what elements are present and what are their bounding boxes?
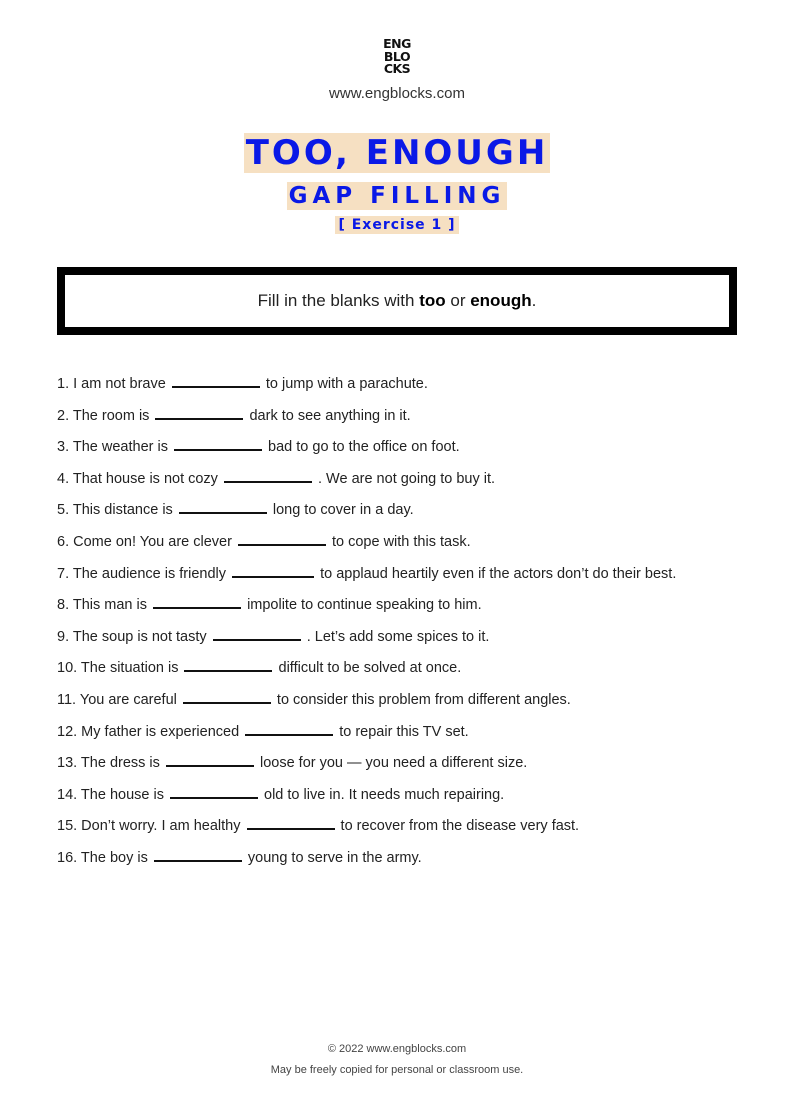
- footer-copyright: © 2022 www.engblocks.com: [327, 1043, 467, 1055]
- exercise-item: [57, 530, 757, 562]
- answer-blank[interactable]: [170, 783, 258, 799]
- item-text-after: to cope with this task.: [331, 533, 471, 550]
- item-text-after: to consider this problem from different angles.: [276, 691, 571, 708]
- item-text-before: 15. Don’t worry. I am healthy: [57, 818, 241, 835]
- answer-blank[interactable]: [174, 435, 262, 451]
- instructions-middle: or: [445, 291, 471, 310]
- exercise-item: [57, 656, 757, 688]
- answer-blank[interactable]: [247, 814, 335, 830]
- answer-blank[interactable]: [213, 625, 301, 641]
- answer-blank[interactable]: [238, 530, 326, 546]
- page-title: TOO, ENOUGH: [245, 133, 549, 173]
- answer-blank[interactable]: [154, 846, 242, 862]
- item-text-before: 1. I am not brave: [57, 376, 166, 392]
- exercise-item: [57, 720, 757, 752]
- exercise-item: [57, 783, 757, 815]
- item-text-after: to applaud heartily even if the actors don’t do their best.: [320, 565, 677, 582]
- item-text-before: 9. The soup is not tasty: [57, 628, 207, 645]
- answer-blank[interactable]: [166, 751, 254, 767]
- exercise-item: [57, 435, 757, 467]
- exercise-item: [57, 562, 757, 594]
- logo-line: CKS: [383, 61, 411, 76]
- logo-line: BLO: [383, 48, 411, 64]
- item-text-before: 5. This distance is: [57, 502, 173, 519]
- answer-blank[interactable]: [224, 467, 312, 483]
- exercise-item: [57, 372, 757, 404]
- instructions-suffix: .: [531, 291, 537, 310]
- instructions-box: [57, 267, 737, 335]
- item-text-before: 2. The room is: [57, 407, 150, 424]
- answer-blank[interactable]: [155, 404, 243, 420]
- item-text-before: 6. Come on! You are clever: [57, 533, 232, 550]
- item-text-before: 10. The situation is: [57, 660, 179, 677]
- answer-blank[interactable]: [172, 372, 260, 388]
- answer-blank[interactable]: [153, 593, 241, 609]
- item-text-after: young to serve in the army.: [247, 849, 422, 866]
- item-text-after: to jump with a parachute.: [265, 376, 428, 392]
- item-text-before: 16. The boy is: [57, 849, 148, 866]
- exercise-item: [57, 467, 757, 499]
- instructions-word-enough: enough: [470, 291, 532, 310]
- answer-blank[interactable]: [232, 562, 314, 578]
- item-text-before: 11. You are careful: [57, 691, 177, 708]
- item-text-after: difficult to be solved at once.: [278, 660, 462, 677]
- item-text-before: 13. The dress is: [57, 755, 160, 772]
- item-text-after: bad to go to the office on foot.: [268, 439, 460, 456]
- item-text-before: 7. The audience is friendly: [57, 565, 227, 582]
- instructions-word-too: too: [419, 291, 446, 310]
- exercise-item: [57, 498, 757, 530]
- logo-line: ENG: [383, 36, 411, 51]
- exercise-item: [57, 751, 757, 783]
- item-text-after: dark to see anything in it.: [249, 407, 411, 424]
- answer-blank[interactable]: [184, 656, 272, 672]
- answer-blank[interactable]: [183, 688, 271, 704]
- footer-license: May be freely copied for personal or classroom use.: [270, 1064, 524, 1076]
- item-text-after: to recover from the disease very fast.: [340, 818, 580, 835]
- item-text-after: . We are not going to buy it.: [318, 470, 496, 487]
- item-text-after: old to live in. It needs much repairing.: [264, 786, 505, 803]
- answer-blank[interactable]: [179, 498, 267, 514]
- page-subtitle: GAP FILLING: [288, 183, 506, 209]
- exercise-item: [57, 688, 757, 720]
- exercise-list: [57, 372, 757, 878]
- engblocks-logo: [378, 38, 416, 76]
- item-text-before: 12. My father is experienced: [57, 723, 240, 740]
- item-text-before: 3. The weather is: [57, 439, 168, 456]
- item-text-after: to repair this TV set.: [339, 723, 469, 740]
- item-text-before: 8. This man is: [57, 597, 147, 614]
- website-url[interactable]: www.engblocks.com: [329, 85, 465, 102]
- exercise-item: [57, 625, 757, 657]
- exercise-item: [57, 846, 757, 878]
- item-text-after: . Let’s add some spices to it.: [306, 628, 490, 645]
- item-text-after: impolite to continue speaking to him.: [247, 597, 482, 614]
- item-text-before: 14. The house is: [57, 786, 164, 803]
- item-text-before: 4. That house is not cozy: [57, 470, 218, 487]
- answer-blank[interactable]: [245, 720, 333, 736]
- exercise-item: [57, 593, 757, 625]
- instructions-prefix: Fill in the blanks with: [257, 291, 420, 310]
- exercise-item: [57, 814, 757, 846]
- exercise-item: [57, 404, 757, 436]
- item-text-after: long to cover in a day.: [272, 502, 414, 519]
- item-text-after: loose for you — you need a different size.: [259, 755, 528, 772]
- exercise-label: [ Exercise 1 ]: [335, 216, 458, 234]
